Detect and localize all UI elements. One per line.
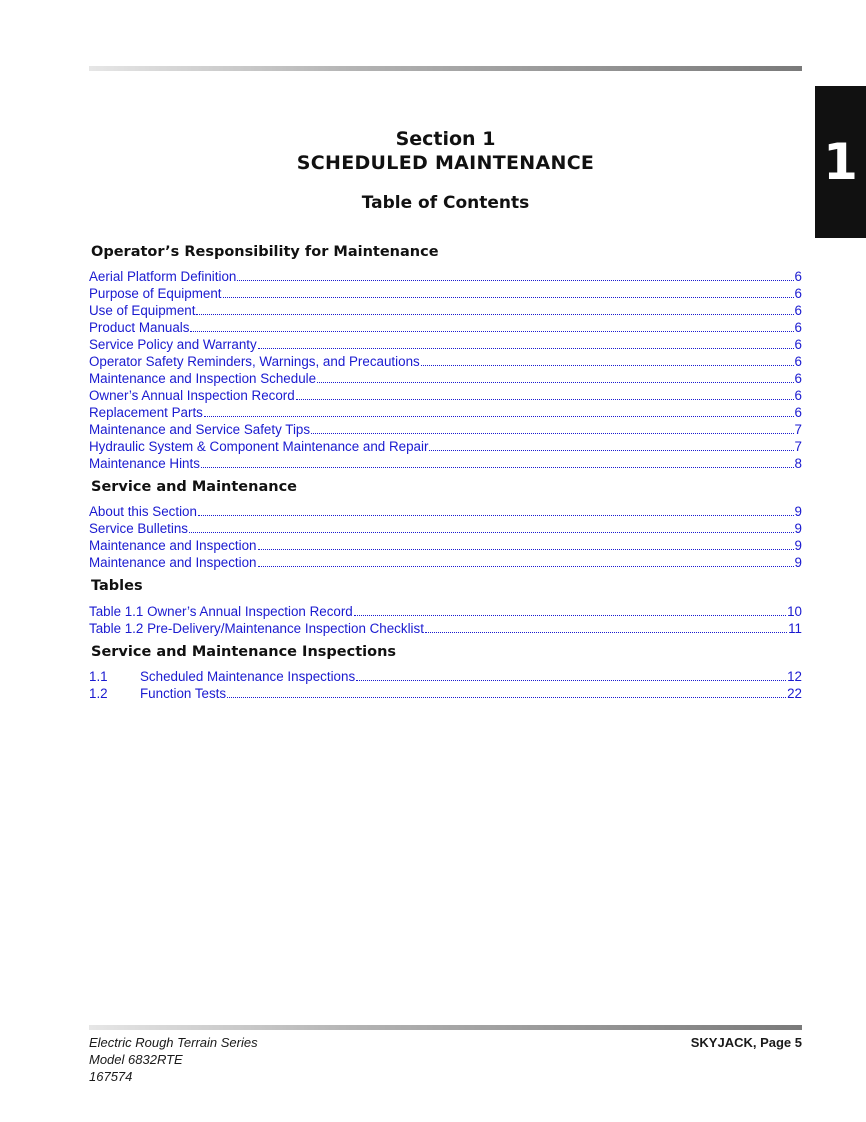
toc-entry[interactable]: [89, 336, 802, 353]
toc-entry-label: Maintenance and Service Safety Tips: [89, 422, 311, 437]
dot-leader: [196, 302, 793, 315]
toc-entry-label: Table 1.2 Pre-Delivery/Maintenance Inspection Checklist: [89, 621, 424, 636]
toc-group-inspections: [89, 668, 802, 702]
toc-entry[interactable]: [89, 404, 802, 421]
toc-entry-page: 8: [794, 456, 802, 471]
toc-entry-page: 6: [794, 303, 802, 318]
toc-entry-page: 6: [794, 405, 802, 420]
toc-entry[interactable]: [89, 685, 802, 702]
toc-entry[interactable]: [89, 554, 802, 571]
dot-leader: [317, 370, 793, 383]
group-heading: Tables: [91, 578, 143, 594]
dot-leader: [296, 387, 794, 400]
toc-group-operator: [89, 268, 802, 472]
footer-series: Electric Rough Terrain Series: [89, 1035, 258, 1050]
toc-entry-label: Replacement Parts: [89, 405, 203, 420]
toc-entry[interactable]: [89, 438, 802, 455]
toc-entry-page: 6: [794, 337, 802, 352]
group-heading: Operator’s Responsibility for Maintenance: [91, 244, 439, 260]
toc-entry-label: Function Tests: [140, 686, 227, 701]
dot-leader: [198, 503, 794, 516]
toc-entry[interactable]: [89, 503, 802, 520]
toc-entry[interactable]: [89, 268, 802, 285]
toc-entry[interactable]: [89, 668, 802, 685]
toc-entry-label: Service Policy and Warranty: [89, 337, 257, 352]
toc-entry-page: 12: [787, 669, 802, 684]
toc-entry-page: 9: [794, 504, 802, 519]
toc-entry[interactable]: [89, 285, 802, 302]
toc-entry-page: 6: [794, 320, 802, 335]
toc-entry[interactable]: [89, 520, 802, 537]
toc-entry-page: 6: [794, 286, 802, 301]
toc-entry[interactable]: [89, 620, 802, 637]
toc-entry-page: 6: [794, 388, 802, 403]
footer-doc-number: 167574: [89, 1069, 133, 1084]
toc-entry[interactable]: [89, 319, 802, 336]
toc-entry-page: 6: [794, 354, 802, 369]
toc-entry-page: 7: [794, 422, 802, 437]
toc-entry[interactable]: [89, 353, 802, 370]
toc-entry-label: Maintenance and Inspection Schedule: [89, 371, 317, 386]
toc-entry-label: Product Manuals: [89, 320, 190, 335]
toc-entry[interactable]: [89, 603, 802, 620]
dot-leader: [237, 268, 793, 281]
toc-heading: Table of Contents: [361, 193, 530, 213]
toc-entry-page: 6: [794, 371, 802, 386]
toc-group-service: [89, 503, 802, 571]
toc-entry-page: 7: [794, 439, 802, 454]
dot-leader: [223, 285, 794, 298]
toc-entry[interactable]: [89, 455, 802, 472]
toc-entry-page: 9: [794, 538, 802, 553]
top-rule: [89, 66, 802, 71]
group-heading: Service and Maintenance: [91, 479, 297, 495]
toc-entry[interactable]: [89, 537, 802, 554]
toc-group-tables: [89, 603, 802, 637]
footer-model: Model 6832RTE: [89, 1052, 183, 1067]
toc-entry-page: 9: [794, 555, 802, 570]
toc-entry[interactable]: [89, 370, 802, 387]
dot-leader: [311, 421, 793, 434]
dot-leader: [429, 438, 793, 451]
toc-entry-label: Maintenance and Inspection: [89, 555, 257, 570]
dot-leader: [425, 620, 787, 633]
section-tab: 1: [815, 86, 866, 238]
footer-left: [89, 1034, 258, 1085]
toc-entry-label: Table 1.1 Owner’s Annual Inspection Record: [89, 604, 353, 619]
toc-entry[interactable]: [89, 421, 802, 438]
toc-entry-label: Use of Equipment: [89, 303, 196, 318]
toc-entry[interactable]: [89, 302, 802, 319]
dot-leader: [258, 336, 794, 349]
toc-entry-page: 11: [788, 621, 802, 636]
toc-entry-page: 6: [794, 269, 802, 284]
toc-entry-label: Scheduled Maintenance Inspections: [140, 669, 356, 684]
dot-leader: [201, 455, 794, 468]
group-heading: Service and Maintenance Inspections: [91, 644, 397, 660]
dot-leader: [356, 668, 786, 681]
toc-entry-label: Owner’s Annual Inspection Record: [89, 388, 295, 403]
section-number: Section 1: [395, 128, 496, 150]
toc-entry-label: Hydraulic System & Component Maintenance and Repair: [89, 439, 429, 454]
toc-entry-label: About this Section: [89, 504, 197, 519]
dot-leader: [227, 685, 786, 698]
toc-entry-label: Operator Safety Reminders, Warnings, and Precautions: [89, 354, 420, 369]
toc-entry-label: Maintenance Hints: [89, 456, 200, 471]
section-title: SCHEDULED MAINTENANCE: [296, 152, 595, 174]
toc-entry-label: Maintenance and Inspection: [89, 538, 257, 553]
toc-entry-label: Aerial Platform Definition: [89, 269, 237, 284]
dot-leader: [421, 353, 794, 366]
toc-entry-label: Service Bulletins: [89, 521, 188, 536]
toc-entry[interactable]: [89, 387, 802, 404]
toc-entry-page: 9: [794, 521, 802, 536]
toc-entry-page: 10: [787, 604, 802, 619]
dot-leader: [189, 520, 794, 533]
footer-page-label: SKYJACK, Page 5: [690, 1035, 802, 1050]
dot-leader: [190, 319, 793, 332]
dot-leader: [354, 603, 786, 616]
toc-entry-number: 1.1: [89, 669, 108, 684]
dot-leader: [258, 554, 794, 567]
dot-leader: [204, 404, 794, 417]
toc-entry-page: 22: [787, 686, 802, 701]
bottom-rule: [89, 1025, 802, 1030]
toc-entry-number: 1.2: [89, 686, 108, 701]
toc-entry-label: Purpose of Equipment: [89, 286, 222, 301]
dot-leader: [258, 537, 794, 550]
